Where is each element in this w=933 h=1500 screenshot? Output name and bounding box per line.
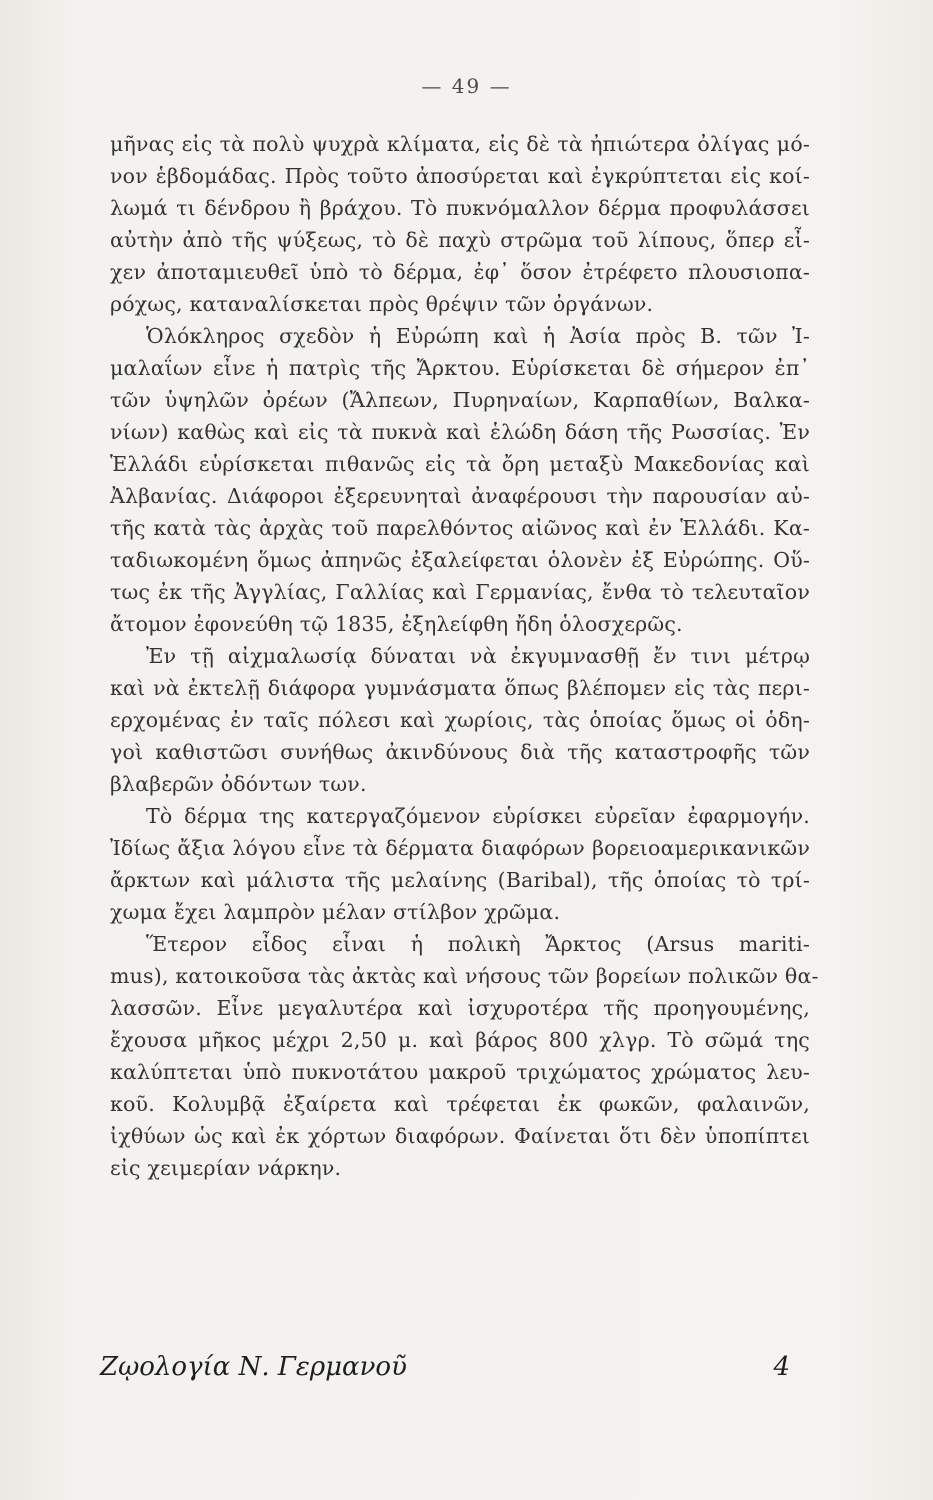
text-line: ἄτομον ἐφονεύθη τῷ 1835, ἐξηλείφθη ἤδη ὁλοσχερῶς.	[110, 612, 683, 636]
text-line: μῆνας εἰς τὰ πολὺ ψυχρὰ κλίματα, εἰς δὲ τὰ ἠπιώτερα ὀλίγας μό-	[110, 132, 810, 156]
text-line: εἰς χειμερίαν νάρκην.	[110, 1156, 342, 1180]
text-line: ἰχθύων ὡς καὶ ἐκ χόρτων διαφόρων. Φαίνεται ὅτι δὲν ὑποπίπτει	[110, 1124, 810, 1148]
text-line: Ἐν τῇ αἰχμαλωσίᾳ δύναται νὰ ἐκγυμνασθῇ ἔν τινι μέτρῳ	[146, 644, 810, 668]
text-line: ἄρκτων καὶ μάλιστα τῆς μελαίνης (Baribal), τῆς ὁποίας τὸ τρί-	[110, 868, 810, 892]
text-line: μαλαΐων εἶνε ἡ πατρὶς τῆς Ἄρκτου. Εὑρίσκεται δὲ σήμερον ἐπ᾿	[110, 356, 810, 380]
text-line: τως ἐκ τῆς Ἀγγλίας, Γαλλίας καὶ Γερμανίας, ἔνθα τὸ τελευταῖον	[110, 580, 810, 604]
body-text	[110, 128, 819, 1184]
text-line: ἔχουσα μῆκος μέχρι 2,50 μ. καὶ βάρος 800 χλγρ. Τὸ σῶμά της	[110, 1028, 810, 1052]
page-number: — 49 —	[421, 74, 512, 98]
text-line: τῆς κατὰ τὰς ἀρχὰς τοῦ παρελθόντος αἰῶνος καὶ ἐν Ἑλλάδι. Κα-	[110, 516, 810, 540]
text-line: αὐτὴν ἀπὸ τῆς ψύξεως, τὸ δὲ παχὺ στρῶμα τοῦ λίπους, ὅπερ εἶ-	[110, 228, 810, 252]
text-line: χωμα ἔχει λαμπρὸν μέλαν στίλβον χρῶμα.	[110, 900, 561, 924]
text-line: νον ἑβδομάδας. Πρὸς τοῦτο ἀποσύρεται καὶ ἐγκρύπτεται εἰς κοί-	[110, 164, 810, 188]
text-line: Ἕτερον εἶδος εἶναι ἡ πολικὴ Ἄρκτος (Arsus mariti-	[146, 932, 810, 956]
text-line: λωμά τι δένδρου ἢ βράχου. Τὸ πυκνόμαλλον δέρμα προφυλάσσει	[110, 196, 810, 220]
footer-book-title: Ζῳολογία Ν. Γερμανοῦ	[100, 1352, 407, 1382]
text-line: λασσῶν. Εἶνε μεγαλυτέρα καὶ ἰσχυροτέρα τῆς προηγουμένης,	[110, 996, 810, 1020]
text-line: βλαβερῶν ὀδόντων των.	[110, 772, 367, 796]
text-line: ρόχως, καταναλίσκεται πρὸς θρέψιν τῶν ὀργάνων.	[110, 292, 654, 316]
text-line: mus), κατοικοῦσα τὰς ἀκτὰς καὶ νήσους τῶν βορείων πολικῶν θα-	[110, 964, 819, 988]
text-line: Ἀλβανίας. Διάφοροι ἐξερευνηταὶ ἀναφέρουσι τὴν παρουσίαν αὐ-	[110, 484, 810, 508]
footer-signature-mark: 4	[773, 1352, 790, 1382]
text-line: κοῦ. Κολυμβᾷ ἐξαίρετα καὶ τρέφεται ἐκ φωκῶν, φαλαινῶν,	[110, 1092, 810, 1116]
text-line: καὶ νὰ ἐκτελῇ διάφορα γυμνάσματα ὅπως βλέπομεν εἰς τὰς περι-	[110, 676, 810, 700]
text-line: ερχομένας ἐν ταῖς πόλεσι καὶ χωρίοις, τὰς ὁποίας ὅμως οἱ ὁδη-	[110, 708, 810, 732]
page-footer	[100, 1352, 790, 1388]
text-line: Τὸ δέρμα της κατεργαζόμενον εὑρίσκει εὐρεῖαν ἐφαρμογήν.	[146, 804, 810, 828]
text-line: νίων) καθὼς καὶ εἰς τὰ πυκνὰ καὶ ἑλώδη δάση τῆς Ρωσσίας. Ἐν	[110, 420, 810, 444]
text-line: Ὁλόκληρος σχεδὸν ἡ Εὐρώπη καὶ ἡ Ἀσία πρὸς Β. τῶν Ἰ-	[146, 324, 810, 348]
text-line: Ἰδίως ἄξια λόγου εἶνε τὰ δέρματα διαφόρων βορειοαμερικανικῶν	[110, 836, 810, 860]
text-line: Ἑλλάδι εὑρίσκεται πιθανῶς εἰς τὰ ὄρη μεταξὺ Μακεδονίας καὶ	[110, 452, 810, 476]
text-line: ταδιωκομένη ὅμως ἀπηνῶς ἐξαλείφεται ὁλονὲν ἐξ Εὐρώπης. Οὕ-	[110, 548, 810, 572]
text-line: καλύπτεται ὑπὸ πυκνοτάτου μακροῦ τριχώματος χρώματος λευ-	[110, 1060, 810, 1084]
text-line: χεν ἀποταμιευθεῖ ὑπὸ τὸ δέρμα, ἐφ᾿ ὅσον ἐτρέφετο πλουσιοπα-	[110, 260, 810, 284]
text-line: γοὶ καθιστῶσι συνήθως ἀκινδύνους διὰ τῆς καταστροφῆς τῶν	[110, 740, 810, 764]
text-line: τῶν ὑψηλῶν ὀρέων (Ἄλπεων, Πυρηναίων, Καρπαθίων, Βαλκα-	[110, 388, 810, 412]
